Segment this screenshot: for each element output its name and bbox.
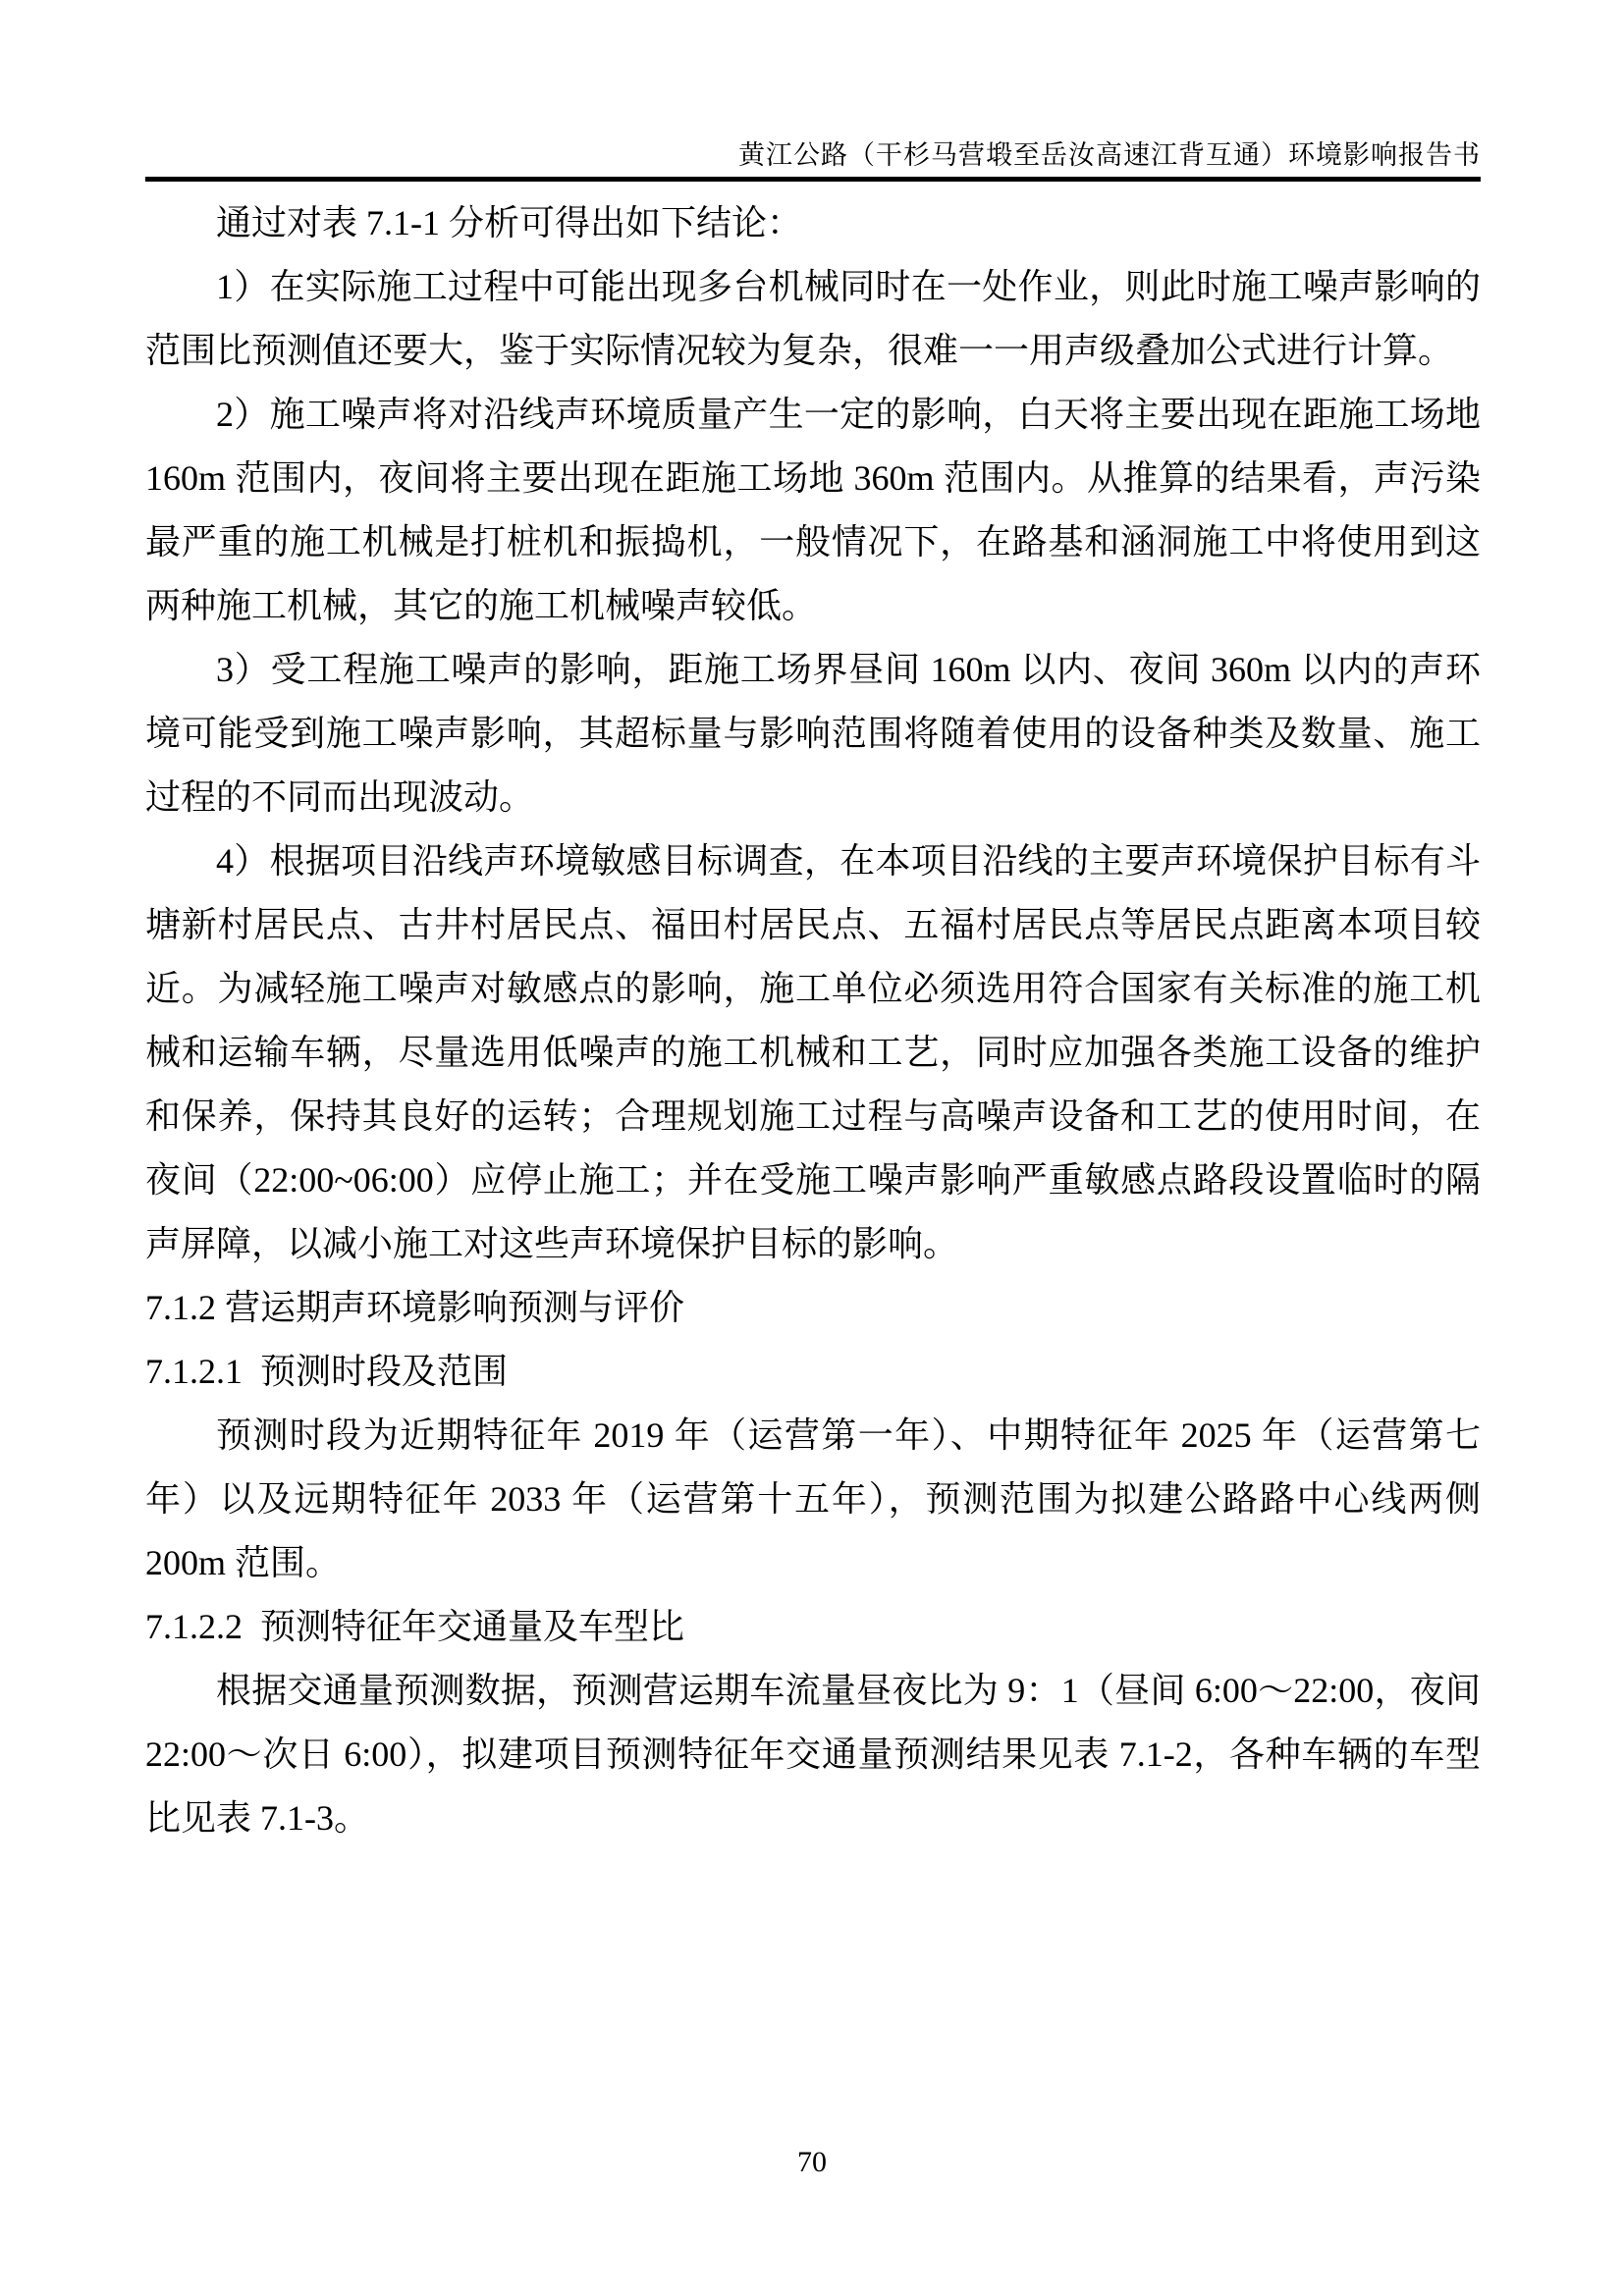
- page-body: [145, 191, 1481, 1850]
- paragraph-traffic-volume: 根据交通量预测数据，预测营运期车流量昼夜比为 9：1（昼间 6:00～22:00，夜间 22:00～次日 6:00），拟建项目预测特征年交通量预测结果见表 7.1-2，各种车辆的车型比见表 7.1-3。: [145, 1671, 1481, 1838]
- section-heading-7-1-2-2: 7.1.2.2 预测特征年交通量及车型比: [145, 1607, 685, 1646]
- paragraph-prediction-period: 预测时段为近期特征年 2019 年（运营第一年）、中期特征年 2025 年（运营第七年）以及远期特征年 2033 年（运营第十五年），预测范围为拟建公路路中心线两侧 200m 范围。: [145, 1415, 1481, 1582]
- report-title: 黄江公路（干杉马营塅至岳汝高速江背互通）环境影响报告书: [738, 140, 1481, 170]
- paragraph-conclusion-2: 2）施工噪声将对沿线声环境质量产生一定的影响，白天将主要出现在距施工场地 160m 范围内，夜间将主要出现在距施工场地 360m 范围内。从推算的结果看，声污染最严重的施工机械是打桩机和振捣机，一般情况下，在路基和涵洞施工中将使用到这两种施工机械，其它的施工机械噪声较低。: [145, 395, 1481, 625]
- section-heading-7-1-2: 7.1.2 营运期声环境影响预测与评价: [145, 1288, 685, 1327]
- paragraph-intro-conclusions: 通过对表 7.1-1 分析可得出如下结论：: [216, 203, 802, 242]
- page-header: [145, 0, 1481, 182]
- page-number: 70: [797, 2146, 827, 2178]
- paragraph-conclusion-4: 4）根据项目沿线声环境敏感目标调查，在本项目沿线的主要声环境保护目标有斗塘新村居民点、古井村居民点、福田村居民点、五福村居民点等居民点距离本项目较近。为减轻施工噪声对敏感点的影响，施工单位必须选用符合国家有关标准的施工机械和运输车辆，尽量选用低噪声的施工机械和工艺，同时应加强各类施工设备的维护和保养，保持其良好的运转；合理规划施工过程与高噪声设备和工艺的使用时间，在夜间（22:00~06:00）应停止施工；并在受施工噪声影响严重敏感点路段设置临时的隔声屏障，以减小施工对这些声环境保护目标的影响。: [145, 841, 1481, 1263]
- paragraph-conclusion-3: 3）受工程施工噪声的影响，距施工场界昼间 160m 以内、夜间 360m 以内的声环境可能受到施工噪声影响，其超标量与影响范围将随着使用的设备种类及数量、施工过程的不同而出现波动。: [145, 650, 1481, 817]
- page-footer: [0, 2145, 1624, 2180]
- paragraph-conclusion-1: 1）在实际施工过程中可能出现多台机械同时在一处作业，则此时施工噪声影响的范围比预测值还要大，鉴于实际情况较为复杂，很难一一用声级叠加公式进行计算。: [145, 267, 1481, 370]
- section-heading-7-1-2-1: 7.1.2.1 预测时段及范围: [145, 1352, 509, 1391]
